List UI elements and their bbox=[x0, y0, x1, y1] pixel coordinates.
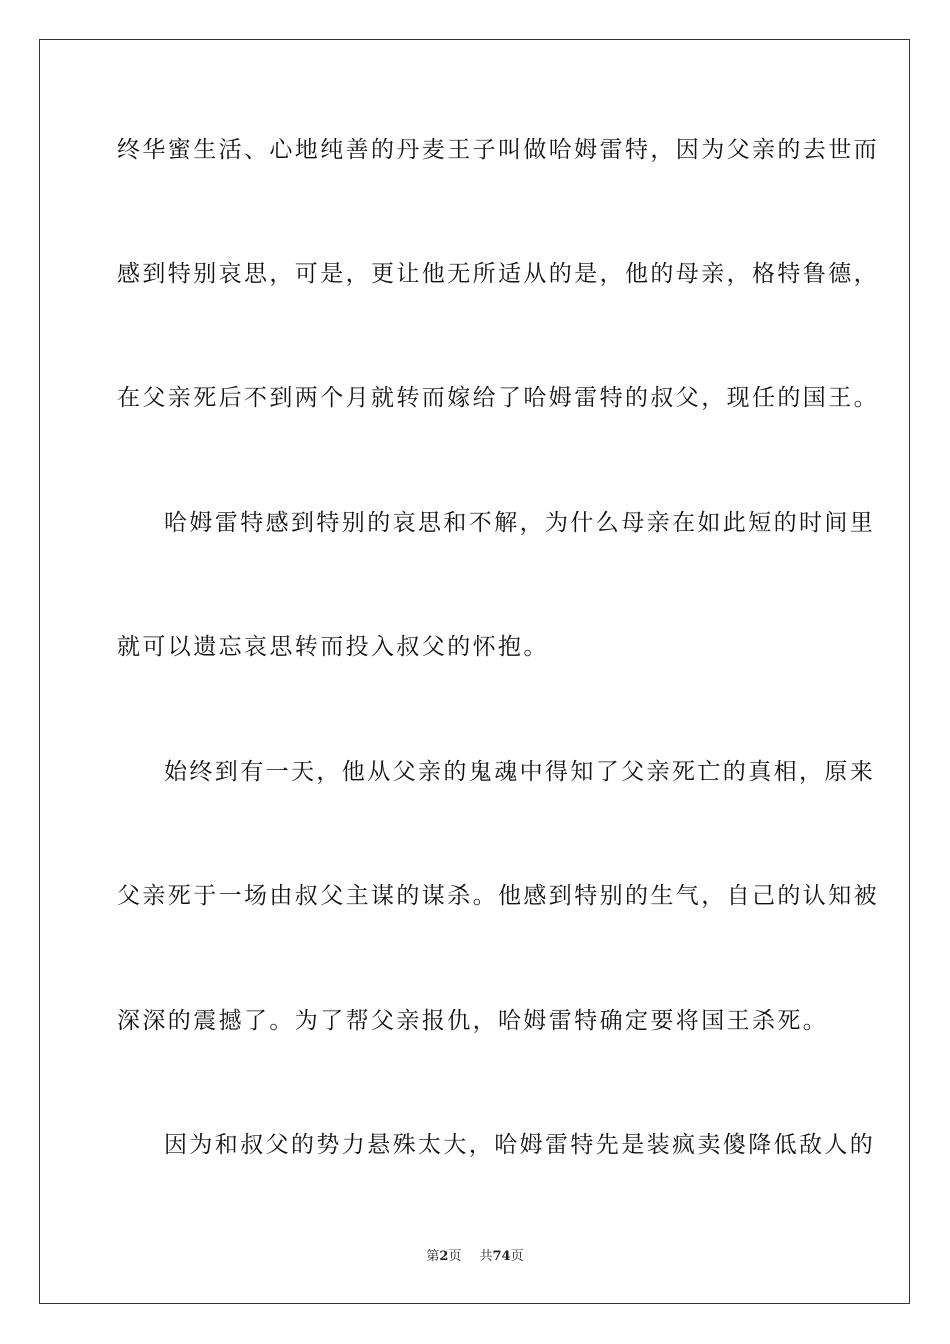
paragraph-line-6: 始终到有一天，他从父亲的鬼魂中得知了父亲死亡的真相，原来 bbox=[164, 759, 876, 785]
paragraph-line-8: 深深的震撼了。为了帮父亲报仇，哈姆雷特确定要将国王杀死。 bbox=[117, 1008, 829, 1034]
paragraph-line-3: 在父亲死后不到两个月就转而嫁给了哈姆雷特的叔父，现任的国王。 bbox=[117, 385, 879, 411]
paragraph-line-9: 因为和叔父的势力悬殊太大，哈姆雷特先是装疯卖傻降低敌人的 bbox=[164, 1132, 876, 1158]
paragraph-line-1: 终华蜜生活、心地纯善的丹麦王子叫做哈姆雷特，因为父亲的去世而 bbox=[117, 137, 879, 163]
total-prefix: 共 bbox=[479, 1249, 493, 1264]
paragraph-line-4: 哈姆雷特感到特别的哀思和不解，为什么母亲在如此短的时间里 bbox=[164, 510, 876, 536]
page-suffix: 页 bbox=[448, 1249, 462, 1264]
total-pages: 74 bbox=[492, 1249, 511, 1264]
page-number: 2 bbox=[439, 1249, 449, 1264]
paragraph-line-7: 父亲死于一场由叔父主谋的谋杀。他感到特别的生气，自己的认知被 bbox=[117, 883, 879, 909]
paragraph-line-2: 感到特别哀思，可是，更让他无所适从的是，他的母亲，格特鲁德， bbox=[117, 261, 879, 287]
page-prefix: 第 bbox=[426, 1249, 440, 1264]
page-frame bbox=[39, 39, 910, 1304]
total-suffix: 页 bbox=[510, 1249, 524, 1264]
page-footer bbox=[0, 1248, 950, 1266]
paragraph-line-5: 就可以遗忘哀思转而投入叔父的怀抱。 bbox=[117, 634, 549, 660]
